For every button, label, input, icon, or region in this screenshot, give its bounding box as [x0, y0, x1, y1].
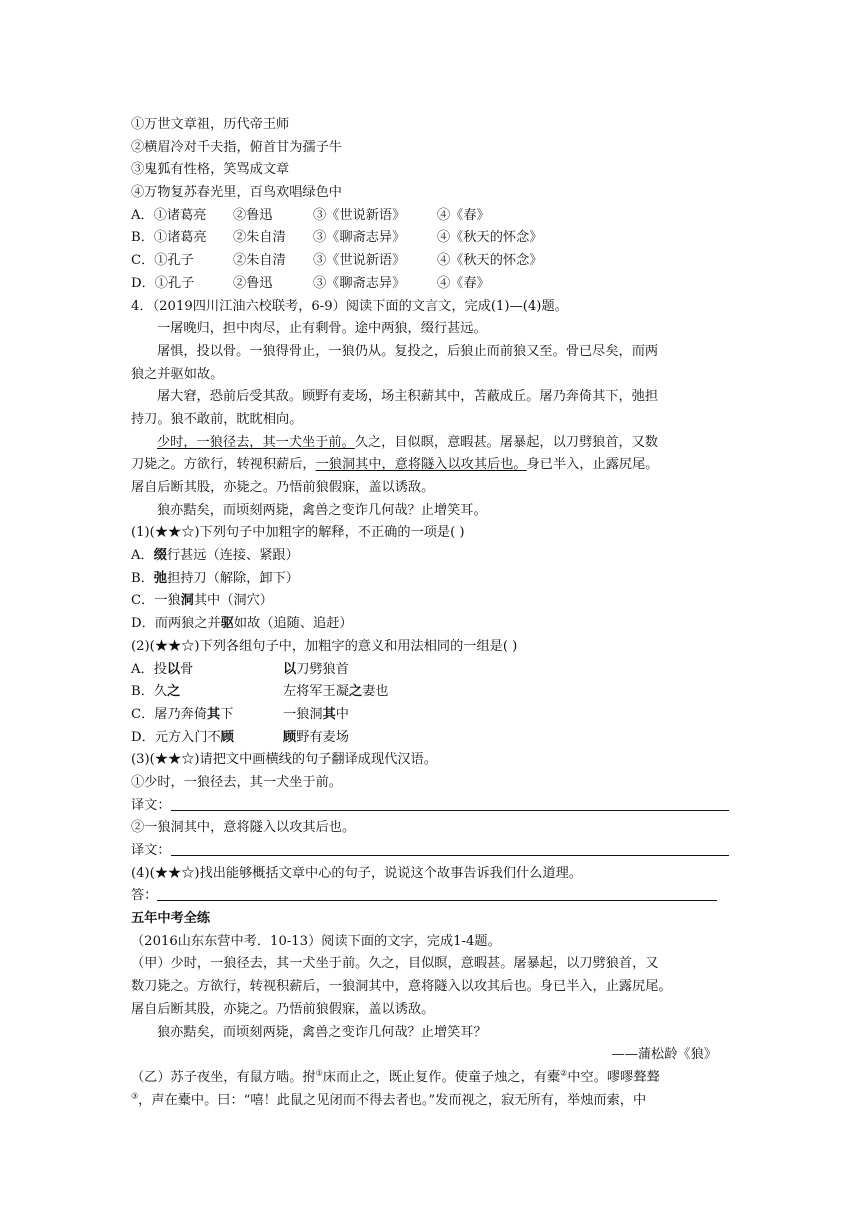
opt-d-2: ②鲁迅	[233, 275, 273, 291]
opt-b-1: B．①诸葛亮	[131, 230, 207, 246]
passage-line-5: 持刀。狼不敢前，眈眈相向。	[131, 411, 303, 427]
sq2-option-b	[131, 681, 731, 704]
footnote-marker: ③	[131, 1091, 139, 1101]
passage-jia-line-1: （甲）少时，一狼径去，其一犬坐于前。久之，目似瞑，意暇甚。屠暴起，以刀劈狼首，又	[131, 956, 659, 972]
passage-line-2: 屠惧，投以骨。一狼得骨止，一狼仍从。复投之，后狼止而前狼又至。骨已尽矣，而两	[157, 343, 659, 359]
right-phrase: 顾野有麦场	[283, 729, 349, 745]
opt-a-2: ②鲁迅	[233, 207, 273, 223]
source-attribution: ——蒲松龄《狼》	[611, 1047, 717, 1063]
question-4-heading: 4．（2019四川江油六校联考，6-9）阅读下面的文言文，完成(1)—(4)题。	[131, 298, 568, 314]
answer-blank[interactable]	[171, 841, 729, 856]
section-heading: 五年中考全练	[131, 911, 211, 927]
sq1-option-c	[131, 590, 731, 613]
sq3-sentence-1: ①少时，一狼径去，其一犬坐于前。	[131, 774, 342, 790]
bold-char: 顾	[283, 729, 297, 745]
bold-char: 缀	[153, 548, 167, 564]
passage-line-8: 屠自后断其股，亦毙之。乃悟前狼假寐，盖以诱敌。	[131, 480, 435, 495]
passage-yi-line-2: ③，声在橐中。曰：“嘻！此鼠之见闭而不得去者也。”发而视之，寂无所有，举烛而索，中	[131, 1091, 647, 1108]
sub-question-4: (4)(★★☆)找出能够概括文章中心的句子，说说这个故事告诉我们什么道理。	[131, 865, 582, 881]
poem-line-2: ②横眉冷对千夫指，俯首甘为孺子牛	[131, 139, 342, 155]
bold-char: 之	[167, 684, 181, 700]
answer-label: 答：	[131, 888, 158, 904]
opt-a-1: A．①诸葛亮	[131, 207, 207, 223]
passage-line-1: 一屠晚归，担中肉尽，止有剩骨。途中两狼，缀行甚远。	[157, 321, 487, 337]
opt-b-4: ④《秋天的怀念》	[437, 230, 543, 246]
translation-label: 译文：	[131, 797, 171, 813]
translation-line-2	[131, 840, 731, 863]
opt-c-3: ③《世说新语》	[313, 253, 406, 269]
sub-question-2: (2)(★★☆)下列各组句子中，加粗字的意义和用法相同的一组是( )	[131, 638, 518, 654]
document-body	[131, 114, 731, 1112]
opt-prefix: D．而两狼之并	[131, 616, 221, 632]
option-d	[131, 273, 731, 296]
opt-a-4: ④《春》	[437, 207, 490, 223]
passage-line-6	[131, 432, 731, 455]
left-phrase: B．久之	[131, 684, 181, 700]
option-b	[131, 227, 731, 250]
sq3-sentence-2: ②一狼洞其中，意将隧入以攻其后也。	[131, 820, 356, 836]
bold-char: 洞	[180, 593, 194, 609]
passage-jia-line-3: 屠自后断其股，亦毙之。乃悟前狼假寐，盖以诱敌。	[131, 1001, 435, 1017]
answer-blank[interactable]	[157, 886, 717, 901]
poem-line-3: ③鬼狐有性格，笑骂成文章	[131, 162, 290, 178]
option-c	[131, 250, 731, 273]
passage-jia-line-4: 狼亦黠矣，而顷刻两毙，禽兽之变诈几何哉？止增笑耳？	[157, 1024, 487, 1040]
translation-label: 译文：	[131, 843, 171, 858]
right-phrase: 左将军王凝之妻也	[283, 684, 389, 700]
left-phrase: D．元方入门不顾	[131, 729, 234, 745]
bold-char: 顾	[220, 729, 234, 745]
bold-char: 驱	[220, 616, 234, 632]
underlined-sentence-1: 少时，一狼径去，其一犬坐于前。	[157, 434, 355, 450]
opt-prefix: B．	[131, 570, 154, 586]
poem-line-1: ①万世文章祖，历代帝王师	[131, 117, 290, 132]
opt-c-2: ②朱自清	[233, 253, 286, 269]
answer-blank[interactable]	[171, 796, 729, 811]
translation-line-1	[131, 795, 731, 818]
bold-char: 弛	[153, 570, 168, 586]
opt-d-1: D．①孔子	[131, 275, 195, 291]
passage-text: 刀毙之。方欲行，转视积薪后，	[131, 457, 316, 473]
opt-c-1: C．①孔子	[131, 253, 194, 269]
sq1-option-b	[131, 568, 731, 591]
opt-rest: 担持刀（解除，卸下）	[167, 570, 299, 586]
footnote-marker: ②	[560, 1068, 568, 1078]
passage-line-4: 屠大窘，恐前后受其敌。顾野有麦场，场主积薪其中，苫蔽成丘。屠乃奔倚其下，弛担	[157, 389, 659, 405]
passage-line-7	[131, 454, 731, 477]
opt-prefix: A．	[131, 548, 154, 564]
footnote-marker: ①	[315, 1068, 323, 1078]
opt-a-3: ③《世说新语》	[313, 207, 406, 223]
passage-text: 身已半入，止露尻尾。	[526, 457, 659, 473]
opt-rest: 行甚远（连接、紧跟）	[166, 548, 299, 564]
sq2-option-c	[131, 704, 731, 727]
opt-rest: 如故（追随、追赶）	[233, 616, 353, 632]
bold-char: 以	[166, 661, 181, 677]
bold-char: 之	[348, 684, 363, 700]
passage-jia-line-2: 数刀毙之。方欲行，转视积薪后，一狼洞其中，意将隧入以攻其后也。身已半入，止露尻尾。	[131, 979, 672, 995]
opt-b-3: ③《聊斋志异》	[313, 230, 406, 246]
sq2-option-a	[131, 659, 731, 682]
sq1-option-d	[131, 613, 731, 636]
answer-line	[131, 885, 731, 908]
sub-question-1: (1)(★★☆)下列句子中加粗字的解释，不正确的一项是( )	[131, 525, 465, 541]
section-question: （2016山东东营中考．10-13）阅读下面的文字，完成1-4题。	[131, 933, 501, 949]
option-a	[131, 205, 731, 228]
opt-rest: 其中（洞穴）	[193, 593, 273, 609]
passage-line-3: 狼之并驱如故。	[131, 366, 224, 382]
sq1-option-a	[131, 545, 731, 568]
underlined-sentence-2: 一狼洞其中，意将隧入以攻其后也。	[315, 457, 527, 473]
poem-line-4: ④万物复苏春光里，百鸟欢唱绿色中	[131, 185, 342, 201]
bold-char: 以	[283, 661, 297, 677]
left-phrase: A．投以骨	[131, 661, 194, 677]
opt-d-4: ④《春》	[437, 275, 490, 291]
right-phrase: 以刀劈狼首	[283, 661, 349, 677]
right-phrase: 一狼洞其中	[283, 706, 349, 722]
opt-prefix: C．一狼	[131, 593, 181, 609]
passage-text: 久之，目似瞑，意暇甚。屠暴起，以刀劈狼首，又数	[354, 434, 659, 450]
opt-d-3: ③《聊斋志异》	[313, 275, 406, 291]
opt-b-2: ②朱自清	[233, 230, 286, 246]
left-phrase: C．屠乃奔倚其下	[131, 706, 234, 722]
passage-line-9: 狼亦黠矣，而顷刻两毙，禽兽之变诈几何哉？止增笑耳。	[157, 502, 487, 518]
bold-char: 其	[207, 706, 221, 722]
opt-c-4: ④《秋天的怀念》	[437, 253, 543, 269]
bold-char: 其	[322, 706, 336, 722]
sub-question-3: (3)(★★☆)请把文中画横线的句子翻译成现代汉语。	[131, 752, 437, 768]
sq2-option-d	[131, 727, 731, 750]
passage-yi-line-1: （乙）苏子夜坐，有鼠方啮。拊①床而止之，既止复作。使童子烛之，有橐②中空。嘐嘐聱聱	[131, 1068, 660, 1085]
